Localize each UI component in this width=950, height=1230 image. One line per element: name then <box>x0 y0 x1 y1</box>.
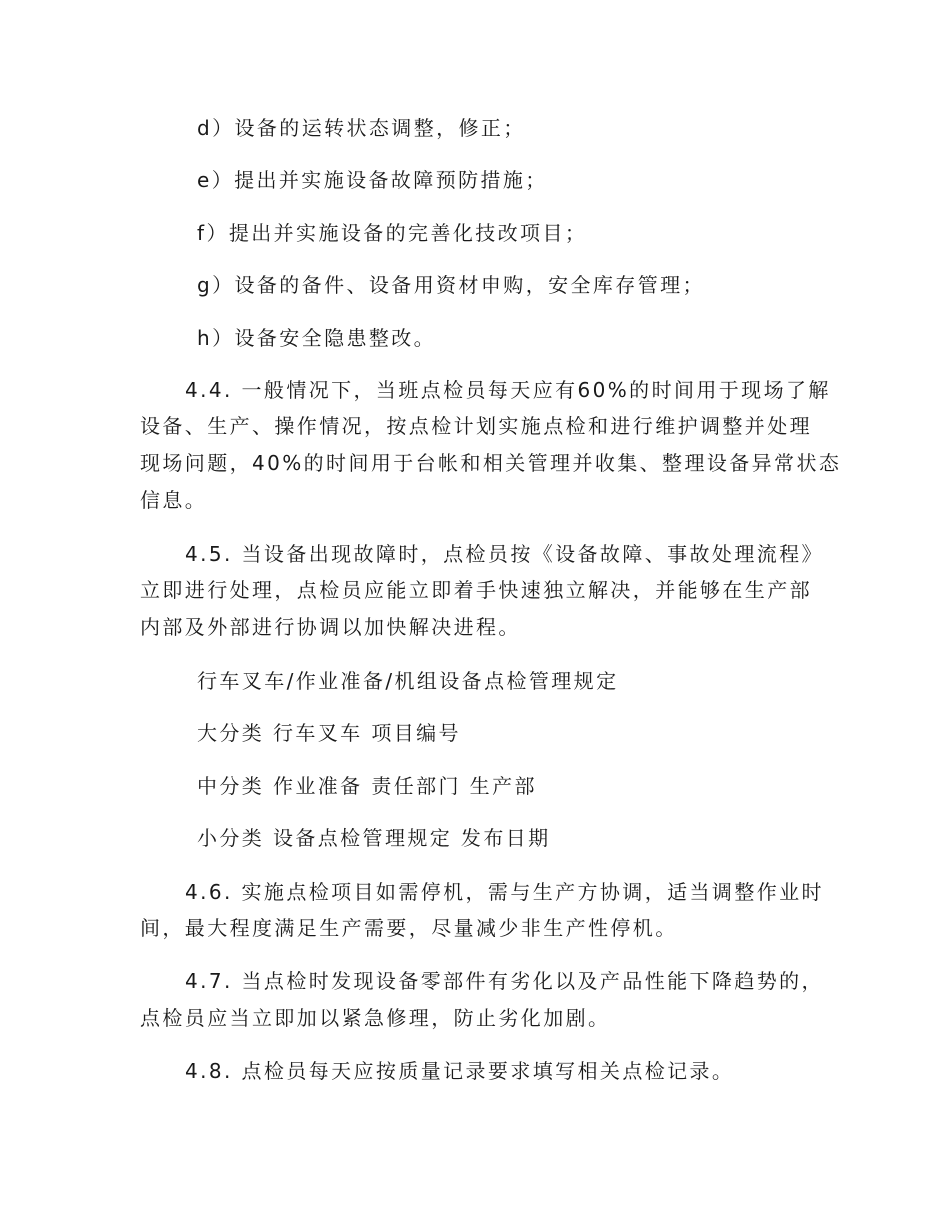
doc-header-title: 行车叉车/作业准备/机组设备点检管理规定 <box>197 669 619 693</box>
paragraph-4-4-line-1: 4.4. 一般情况下，当班点检员每天应有60%的时间用于现场了解 <box>185 378 831 402</box>
paragraph-4-4-line-2: 设备、生产、操作情况，按点检计划实施点检和进行维护调整并处理 <box>140 414 812 438</box>
list-item-g: g）设备的备件、设备用资材申购，安全库存管理； <box>197 273 705 297</box>
paragraph-4-4-line-3: 现场问题，40%的时间用于台帐和相关管理并收集、整理设备异常状态 <box>140 451 842 475</box>
list-item-e: e）提出并实施设备故障预防措施； <box>197 168 548 192</box>
list-item-d: d）设备的运转状态调整，修正； <box>197 116 526 140</box>
paragraph-4-4-line-4: 信息。 <box>140 488 208 512</box>
paragraph-4-7-line-1: 4.7. 当点检时发现设备零部件有劣化以及产品性能下降趋势的， <box>185 969 824 993</box>
list-item-f: f）提出并实施设备的完善化技改项目； <box>197 221 588 245</box>
paragraph-4-8-line-1: 4.8. 点检员每天应按质量记录要求填写相关点检记录。 <box>185 1059 735 1083</box>
paragraph-4-5-line-1: 4.5. 当设备出现故障时，点检员按《设备故障、事故处理流程》 <box>185 542 824 566</box>
doc-header-category-major: 大分类 行车叉车 项目编号 <box>197 721 461 745</box>
paragraph-4-7-line-2: 点检员应当立即加以紧急修理，防止劣化加剧。 <box>140 1006 611 1030</box>
doc-header-category-minor: 小分类 设备点检管理规定 发布日期 <box>197 826 551 850</box>
list-item-h: h）设备安全隐患整改。 <box>197 326 437 350</box>
paragraph-4-5-line-3: 内部及外部进行协调以加快解决进程。 <box>140 615 521 639</box>
doc-header-category-middle: 中分类 作业准备 责任部门 生产部 <box>197 774 537 798</box>
paragraph-4-6-line-2: 间，最大程度满足生产需要，尽量减少非生产性停机。 <box>140 916 678 940</box>
paragraph-4-6-line-1: 4.6. 实施点检项目如需停机，需与生产方协调，适当调整作业时 <box>185 880 824 904</box>
paragraph-4-5-line-2: 立即进行处理，点检员应能立即着手快速独立解决，并能够在生产部 <box>140 578 812 602</box>
